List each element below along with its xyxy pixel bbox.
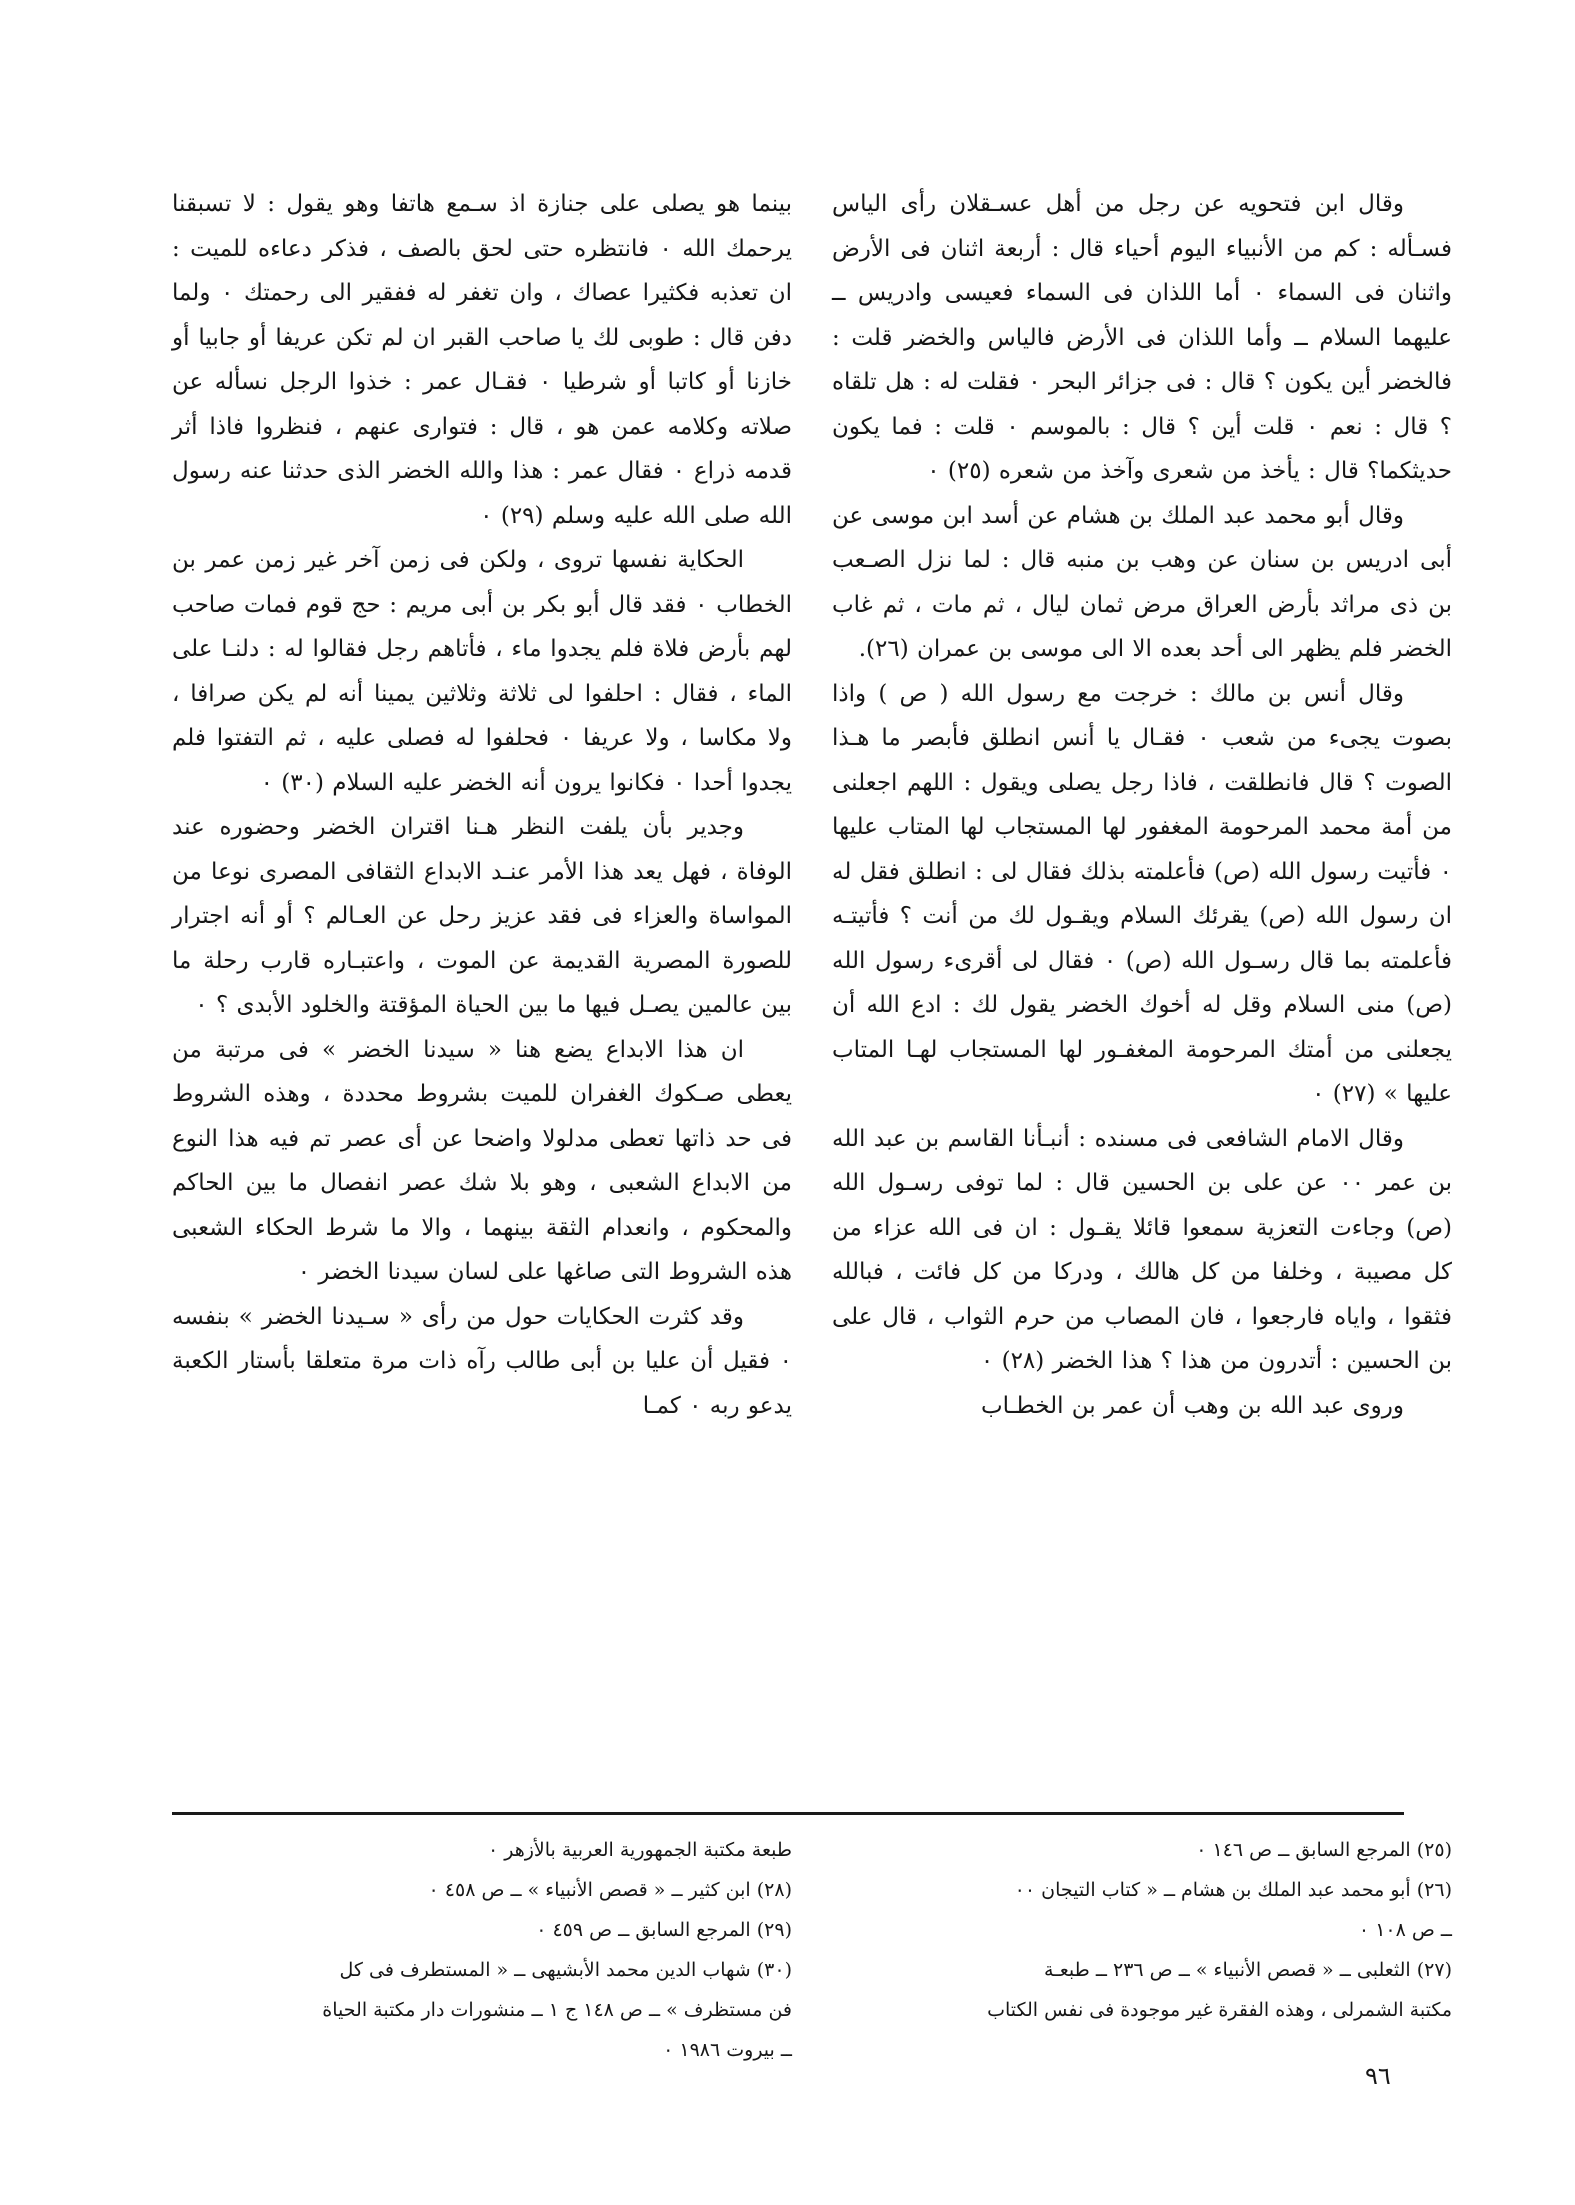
page-number: ٩٦ (1365, 2062, 1391, 2090)
paragraph: وجدير بأن يلفت النظر هـنا اقتران الخضر وحضوره عند الوفاة ، فهل يعد هذا الأمر عنـد الابداع الثقافى المصرى نوعا من المواساة والعزاء فى فقد عزيز رحل عن العـالم ؟ أو أنه اجترار للصورة المصرية القديمة عن الموت ، واعتبـاره قارب رحلة ما بين عالمين يصـل فيها ما بين الحياة المؤقتة والخلود الأبدى ؟ ٠ (172, 814, 792, 1018)
paragraph: وقال الامام الشافعى فى مسنده : أنبـأنا القاسم بن عبد الله بن عمر ٠٠ عن على بن الحسين قال : لما توفى رسـول الله (ص) وجاءت التعزية سمعوا قائلا يقـول : ان فى الله عزاء من كل مصيبة ، وخلفا من كل هالك ، ودركا من كل فائت ، فبالله فثقوا ، واياه فارجعوا ، فان المصاب من حرم الثواب ، قال على بن الحسين : أتدرون من هذا ؟ هذا الخضر (٢٨) ٠ (832, 1125, 1452, 1374)
footnote-line: (٢٦) أبو محمد عبد الملك بن هشام ــ « كتاب التيجان ٠٠ (1014, 1879, 1452, 1901)
paragraph: بينما هو يصلى على جنازة اذ سـمع هاتفا وهو يقول : لا تسبقنا يرحمك الله ٠ فانتظره حتى لحق بالصف ، فذكر دعاءه للميت : ان تعذبه فكثيرا عصاك ، وان تغفر له ففقير الى رحمتك ٠ ولما دفن قال : طوبى لك يا صاحب القبر ان لم تكن عريفا أو جابيا أو خازنا أو كاتبا أو شرطيا ٠ فقـال عمر : خذوا الرجل نسأله عن صلاته وكلامه عمن هو ، قال : فتوارى عنهم ، فنظروا فاذا أثر قدمه ذراع ٠ فقال عمر : هذا والله الخضر الذى حدثنا عنه رسول الله صلى الله عليه وسلم (٢٩) ٠ (172, 191, 793, 529)
right-text-column (832, 182, 1452, 1428)
paragraph: وروى عبد الله بن وهب أن عمر بن الخطـاب (980, 1392, 1404, 1419)
paragraph: وقال ابن فتحويه عن رجل من أهل عسـقلان رأى الياس فسـأله : كم من الأنبياء اليوم أحياء قال : أربعة اثنان فى الأرض واثنان فى السماء ٠ أما اللذان فى السماء فعيسى وادريس ــ عليهما السلام ــ وأما اللذان فى الأرض فالياس والخضر قلت : فالخضر أين يكون ؟ قال : فى جزائر البحر ٠ فقلت له : هل تلقاه ؟ قال : نعم ٠ قلت أين ؟ قال : بالموسم ٠ قلت : فما يكون حديثكما؟ قال : يأخذ من شعرى وآخذ من شعره (٢٥) ٠ (832, 191, 1452, 484)
footnote-line: (٢٨) ابن كثير ــ « قصص الأنبياء » ــ ص ٤٥٨ ٠ (428, 1879, 792, 1901)
paragraph: وقال أبو محمد عبد الملك بن هشام عن أسد ابن موسى عن أبى ادريس بن سنان عن وهب بن منبه قال : لما نزل الصـعب بن ذى مراثد بأرض العراق مرض ثمان ليال ، ثم مات ، ثم غاب الخضر فلم يظهر الى أحد بعده الا الى موسى بن عمران (٢٦). (832, 502, 1452, 662)
footnote-line: (٢٥) المرجع السابق ــ ص ١٤٦ ٠ (1196, 1839, 1452, 1861)
paragraph: وقال أنس بن مالك : خرجت مع رسول الله ( ص ) واذا بصوت يجىء من شعب ٠ فقـال يا أنس انطلق فأبصر ما هـذا الصوت ؟ قال فانطلقت ، فاذا رجل يصلى ويقول : اللهم اجعلنى من أمة محمد المرحومة المغفور لها المستجاب لها المتاب عليها ٠ فأتيت رسول الله (ص) فأعلمته بذلك فقال لى : انطلق فقل له ان رسول الله (ص) يقرئك السلام ويقـول لك من أنت ؟ فأتيتـه فأعلمته بما قال رسـول الله (ص) ٠ فقال لى أقرىء رسول الله (ص) منى السلام وقل له أخوك الخضر يقول لك : ادع الله أن يجعلنى من أمتك المرحومة المغفـور لها المستجاب لهـا المتاب عليها » (٢٧) ٠ (832, 680, 1452, 1107)
footnote-divider (172, 1812, 1404, 1815)
left-text-column (172, 182, 792, 1428)
footnote-line: (٢٧) الثعلبى ــ « قصص الأنبياء » ــ ص ٢٣٦ ــ طبعـة (1044, 1959, 1452, 1981)
footnote-line: مكتبة الشمرلى ، وهذه الفقرة غير موجودة فى نفس الكتاب (987, 1999, 1452, 2021)
footnote-line: طبعة مكتبة الجمهورية العربية بالأزهر ٠ (487, 1839, 792, 1861)
paragraph: وقد كثرت الحكايات حول من رأى « سـيدنا الخضر » بنفسه ٠ فقيل أن عليا بن أبى طالب رآه ذات مرة متعلقا بأستار الكعبة يدعو ربه ٠ كمـا (172, 1303, 792, 1419)
footnotes-left (172, 1830, 792, 2070)
footnotes-right (832, 1830, 1452, 2030)
paragraph: الحكاية نفسها تروى ، ولكن فى زمن آخر غير زمن عمر بن الخطاب ٠ فقد قال أبو بكر بن أبى مريم : حج قوم فمات صاحب لهم بأرض فلاة فلم يجدوا ماء ، فأتاهم رجل فقالوا له : دلنـا على الماء ، فقال : احلفوا لى ثلاثة وثلاثين يمينا أنه لم يكن صرافا ، ولا مكاسا ، ولا عريفا ٠ فحلفوا له فصلى عليه ، ثم التفتوا فلم يجدوا أحدا ٠ فكانوا يرون أنه الخضر عليه السلام (٣٠) ٠ (172, 547, 793, 796)
footnote-line: فن مستظرف » ــ ص ١٤٨ ج ١ ــ منشورات دار مكتبة الحياة (322, 1999, 792, 2021)
paragraph: ان هذا الابداع يضع هنا « سيدنا الخضر » فى مرتبة من يعطى صـكوك الغفران للميت بشروط محددة ، وهذه الشروط فى حد ذاتها تعطى مدلولا واضحا عن أى عصر تم فيه هذا النوع من الابداع الشعبى ، وهو بلا شك عصر انفصال ما بين الحاكم والمحكوم ، وانعدام الثقة بينهما ، والا ما شرط الحكاء الشعبى هذه الشروط التى صاغها على لسان سيدنا الخضر ٠ (172, 1036, 792, 1285)
footnote-line: (٢٩) المرجع السابق ــ ص ٤٥٩ ٠ (536, 1919, 792, 1941)
footnote-line: ــ بيروت ١٩٨٦ ٠ (663, 2039, 792, 2061)
footnote-line: (٣٠) شهاب الدين محمد الأبشيهى ــ « المستطرف فى كل (339, 1959, 792, 1981)
footnote-line: ــ ص ١٠٨ ٠ (1358, 1919, 1452, 1941)
